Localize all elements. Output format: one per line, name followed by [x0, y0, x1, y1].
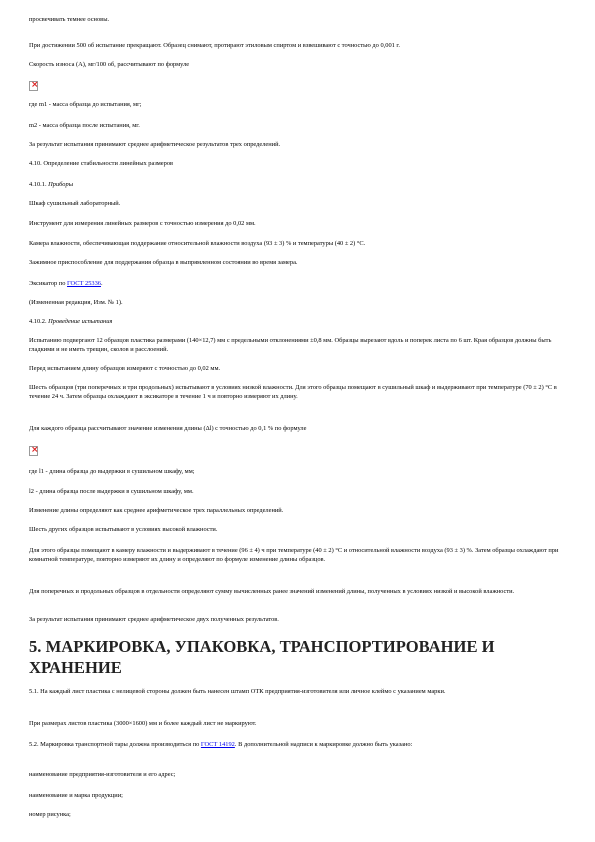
paragraph-text: За результат испытания принимают среднее арифметическое результатов трех определений.: [29, 141, 281, 148]
paragraph-text: Камера влажности, обеспечивающая поддержание относительной влажности воздуха (93 ± 3) % и температуры (40 ± 2) °С.: [29, 240, 366, 247]
section-heading-5: 5. МАРКИРОВКА, УПАКОВКА, ТРАНСПОРТИРОВАНИЕ И ХРАНЕНИЕ: [29, 637, 495, 677]
paragraph-text-part: Эксикатор по: [29, 280, 68, 287]
broken-image-icon: [29, 81, 38, 91]
paragraph-text: где l1 - длина образца до выдержки в сушильном шкафу, мм;: [29, 468, 195, 475]
paragraph-text: просвечивать темнее основы.: [29, 16, 110, 23]
paragraph-text: При размерах листов пластика (3000×1600) мм и более каждый лист не маркируют.: [29, 720, 257, 727]
paragraph-text: Зажимное приспособление для поддержания образца в выпрямленном состоянии во время замера.: [29, 259, 298, 266]
paragraph-text: Перед испытанием длину образцов измеряют с точностью до 0,02 мм.: [29, 365, 221, 372]
broken-image-icon: [29, 446, 38, 456]
subsection-heading-4-10-2: [29, 317, 566, 326]
paragraph-text: 5.1. На каждый лист пластика с нелицевой стороны должен быть нанесен штамп ОТК предприятия-изготовителя или личное клеймо с указанием марки.: [29, 688, 446, 695]
paragraph-text: За результат испытания принимают среднее арифметическое двух полученных результатов.: [29, 616, 279, 623]
paragraph-text: Для этого образцы помещают в камеру влажности и выдерживают в течение (96 ± 4) ч при температуре (40 ± 2) °С и относительной влажности воздуха (93 ± 3) %. Затем образцы охлаждают при комнатной температуре, повторно измеряют их длину и определяют по формуле изменение длины образцов.: [29, 547, 559, 563]
paragraph-text: Для поперечных и продольных образцов в отдельности определяют сумму вычисленных ранее значений изменений длины, полученных в условиях низкой и высокой влажности.: [29, 588, 515, 595]
paragraph-text: [29, 279, 566, 288]
list-item: номер рисунка;: [29, 811, 71, 818]
paragraph-text-part: 5.2. Маркировка транспортной тары должна производиться по: [29, 741, 201, 748]
paragraph-text: Шкаф сушильный лабораторный.: [29, 200, 121, 207]
paragraph-text: m2 - масса образца после испытания, мг.: [29, 122, 140, 129]
paragraph-text: При достижении 500 об испытание прекращают. Образец снимают, протирают этиловым спиртом и взвешивают с точностью до 0,001 г.: [29, 42, 400, 49]
paragraph-text-part: .: [101, 280, 103, 287]
subsection-title: Проведение испытания: [48, 318, 113, 325]
section-heading-4-10: 4.10. Определение стабильности линейных размеров: [29, 160, 174, 167]
list-item: наименование и марка продукции;: [29, 792, 123, 799]
paragraph-text: Изменение длины определяют как среднее арифметическое трех параллельных определений.: [29, 507, 284, 514]
paragraph-text-part: . В дополнительной надписи к маркировке должно быть указано:: [234, 741, 413, 748]
subsection-title: Приборы: [48, 181, 74, 188]
gost-14192-link[interactable]: ГОСТ 14192: [200, 741, 235, 748]
paragraph-text: Для каждого образца рассчитывают значение изменения длины (Δl) с точностью до 0,1 % по формуле: [29, 425, 307, 432]
paragraph-text: где m1 - масса образца до испытания, мг;: [29, 101, 142, 108]
paragraph-text: Шесть других образцов испытывают в условиях высокой влажности.: [29, 526, 218, 533]
paragraph-text: l2 - длина образца после выдержки в сушильном шкафу, мм.: [29, 488, 194, 495]
subsection-number: 4.10.2.: [29, 318, 49, 325]
paragraph-text: Испытанию подвергают 12 образцов пластика размерами (140×12,7) мм с предельными отклонениями ±0,8 мм. Образцы вырезают вдоль и поперек листа по 6 шт. Края образцов должны быть гладкими и не иметь трещин, сколов и расслоений.: [29, 337, 552, 353]
subsection-number: 4.10.1.: [29, 181, 49, 188]
subsection-heading-4-10-1: [29, 180, 566, 189]
paragraph-text: [29, 740, 566, 749]
paragraph-text: Инструмент для измерения линейных размеров с точностью измерения до 0,02 мм.: [29, 220, 256, 227]
amendment-note: (Измененная редакция, Изм. № 1).: [29, 299, 123, 306]
gost-25336-link[interactable]: ГОСТ 25336: [67, 280, 101, 287]
paragraph-text: Скорость износа (A), мг/100 об, рассчитывают по формуле: [29, 61, 190, 68]
paragraph-text: Шесть образцов (три поперечных и три продольных) испытывают в условиях низкой влажности. Для этого образцы помещают в сушильный шкаф и выдерживают при температуре (70 ± 2) °С в течение 24 ч. Затем образцы охлаждают в эксикаторе в течение 1 ч и повторно измеряют их длину.: [29, 384, 557, 400]
list-item: наименование предприятия-изготовителя и его адрес;: [29, 771, 176, 778]
